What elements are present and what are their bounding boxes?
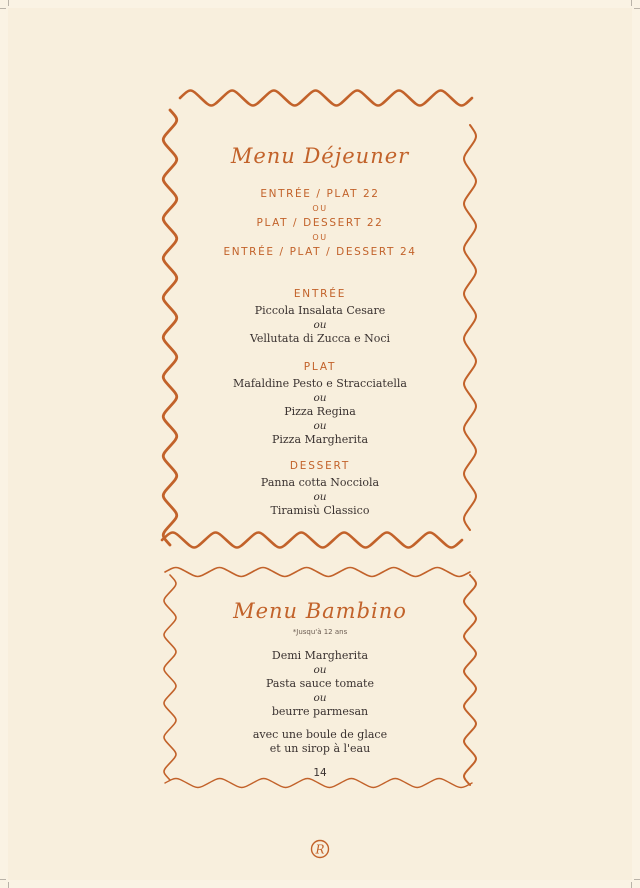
section-title: PLAT: [303, 361, 337, 373]
dish: Tiramisù Classico: [270, 504, 370, 517]
formula-full: ENTRÉE / PLAT / DESSERT 24: [223, 246, 417, 258]
kids-extras: [160, 728, 480, 756]
dish: Piccola Insalata Cesare: [254, 304, 386, 317]
svg-text:R: R: [315, 842, 325, 857]
or-separator: ou: [313, 491, 327, 503]
section-title: DESSERT: [289, 460, 351, 472]
dish: beurre parmesan: [271, 705, 369, 718]
formula-or: OU: [312, 203, 328, 213]
dish: Pizza Margherita: [271, 433, 369, 446]
kids-menu-title: Menu Bambino: [233, 599, 407, 623]
lunch-section-entree: [160, 288, 480, 346]
lunch-formulas: [160, 187, 480, 260]
formula-entree-plat: ENTRÉE / PLAT 22: [260, 188, 380, 200]
lunch-menu-title: Menu Déjeuner: [230, 144, 410, 168]
or-separator: ou: [313, 692, 327, 704]
page-number: 14: [313, 767, 327, 779]
lunch-section-dessert: [160, 460, 480, 518]
or-separator: ou: [313, 392, 327, 404]
dish: Panna cotta Nocciola: [260, 476, 380, 489]
kids-dishes: [160, 649, 480, 719]
dish: Pasta sauce tomate: [265, 677, 374, 690]
formula-plat-dessert: PLAT / DESSERT 22: [256, 217, 384, 229]
dish: Vellutata di Zucca e Noci: [249, 332, 391, 345]
extra-line: et un sirop à l'eau: [269, 742, 371, 755]
dish: Pizza Regina: [284, 405, 356, 418]
or-separator: ou: [313, 319, 327, 331]
dish: Demi Margherita: [271, 649, 369, 662]
kids-frame-bottom-wave: [165, 779, 472, 788]
kids-age-note: *Jusqu'à 12 ans: [292, 628, 348, 636]
or-separator: ou: [313, 420, 327, 432]
restaurant-logo-icon: [312, 841, 329, 858]
formula-or: OU: [312, 232, 328, 242]
lunch-frame-top-wave: [180, 91, 472, 106]
lunch-section-plat: [160, 361, 480, 447]
extra-line: avec une boule de glace: [252, 728, 388, 741]
section-title: ENTRÉE: [293, 288, 347, 300]
lunch-frame-bottom-wave: [162, 533, 462, 548]
kids-frame-top-wave: [165, 568, 470, 577]
dish: Mafaldine Pesto e Stracciatella: [233, 377, 407, 390]
or-separator: ou: [313, 664, 327, 676]
